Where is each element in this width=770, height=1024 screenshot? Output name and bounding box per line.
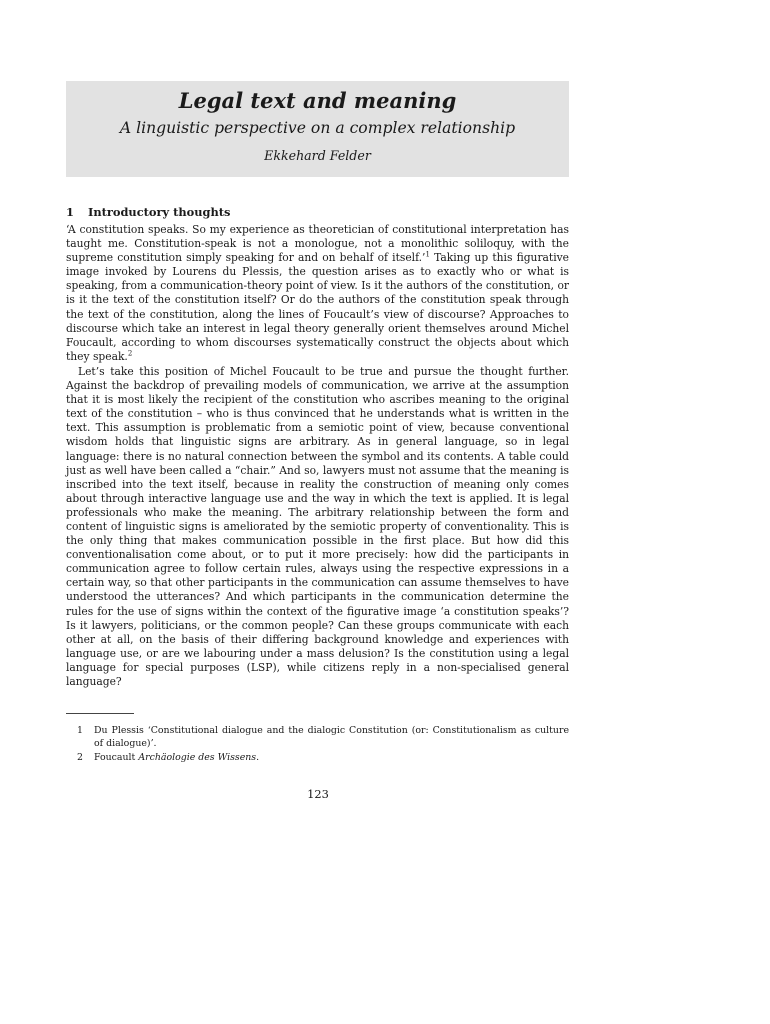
footnote-number: 2 [77, 751, 83, 763]
paragraph-1-rest: Taking up this figurative image invoked by Lourens du Plessis, the question arises as to exactly who or what is speaking, from a communication-theory point of view. Is it the authors of the constitution, or is it the text of the constitution itself? Or do the authors of the constitution speak through the text of the constitution, along the lines of Foucault’s view of discourse? Approaches to discourse which take an interest in legal theory generally orient themselves around Michel Foucault, according to whom discourses systematically construct the objects about which they speak. [66, 251, 570, 363]
footnote-text-end: . [256, 751, 260, 763]
section-heading [66, 205, 230, 219]
title-block [66, 81, 569, 177]
footnote-2 [66, 751, 569, 764]
footnote-text [94, 751, 569, 764]
author-name: Ekkehard Felder [264, 148, 371, 163]
footnote-text: Du Plessis ‘Constitutional dialogue and the dialogic Constitution (or: Constitutionalism as culture of dialogue)’. [94, 725, 569, 750]
paragraph-1 [66, 223, 569, 364]
section-title: Introductory thoughts [88, 205, 231, 219]
footnote-number: 1 [77, 725, 83, 736]
paragraph-2: Let’s take this position of Michel Foucault to be true and pursue the thought further. Against the backdrop of prevailing models of communication, we arrive at the assumption that it is most likely the recipient of the constitution who ascribes meaning to the original text of the constitution – who is thus convinced that he understands what is written in the text. This assumption is problematic from a semiotic point of view, because conventional wisdom holds that linguistic signs are arbitrary. As in general language, so in legal language: there is no natural connection between the symbol and its contents. A table could just as well have been called a “chair.” And so, lawyers must not assume that the meaning is inscribed into the text itself, because in reality the construction of meaning only comes about through interactive language use and the way in which the text is applied. It is legal professionals who make the meaning. The arbitrary relationship between the form and content of linguistic signs is ameliorated by the semiotic property of conventionality. This is the only thing that makes communication possible in the first place. But how did this conventionalisation come about, or to put it more precisely: how did the participants in communication agree to follow certain rules, always using the respective expressions in a certain way, so that other participants in the communication can assume themselves to have understood the utterances? And which participants in the communication determine the rules for the use of signs within the context of the figurative image ‘a constitution speaks’? Is it lawyers, politicians, or the common people? Can these groups communicate with each other at all, on the basis of their differing background knowledge and experiences with language use, or are we labouring under a mass delusion? Is the constitution using a legal language for special purposes (LSP), while citizens reply in a non-specialised general language? [66, 364, 569, 688]
footnote-ref-2[interactable]: 2 [127, 349, 133, 358]
page-number: 123 [307, 787, 329, 801]
paper-subtitle: A linguistic perspective on a complex relationship [119, 119, 516, 137]
footnote-1 [66, 724, 569, 751]
paragraph-1-quote: ‘A constitution speaks. So my experience as theoretician of constitutional interpretation has taught me. Constitution-speak is not a monologue, not a monolithic soliloquy, with the supreme constitution simply speaking for and on behalf of itself.’ [66, 223, 569, 265]
footnotes [66, 724, 569, 764]
footnote-ref-1[interactable]: 1 [425, 250, 430, 259]
footnote-book-title: Archäologie des Wissens [138, 751, 257, 763]
paper-title: Legal text and meaning [178, 88, 457, 113]
footnote-text-plain: Foucault [94, 751, 139, 763]
body-text [66, 223, 569, 689]
footnote-divider [66, 713, 134, 714]
section-number: 1 [66, 205, 74, 219]
